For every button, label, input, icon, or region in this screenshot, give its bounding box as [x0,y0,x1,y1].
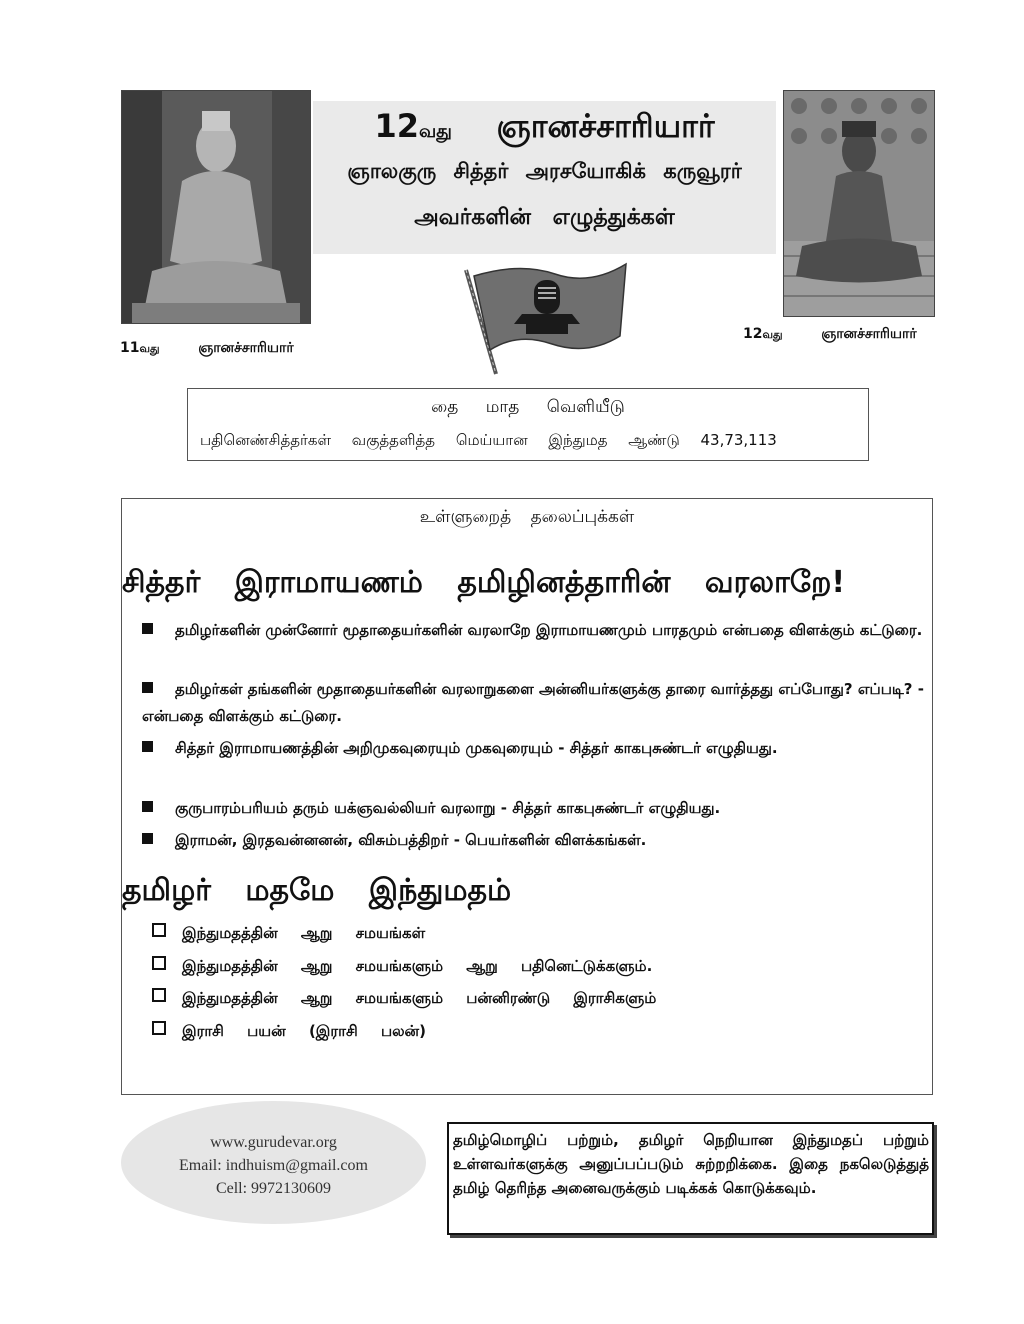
square-bullet-icon [142,801,153,812]
email-text[interactable]: Email: indhuism@gmail.com [179,1157,368,1174]
right-guru-photo [783,90,935,317]
square-bullet-icon [142,741,153,752]
caption-number: 12 [743,326,763,342]
list-item-text: இந்துமதத்தின் ஆறு சமயங்கள் [182,924,426,942]
list-item [142,617,930,644]
contents-box [121,498,933,1095]
lingam-flag-illustration [460,258,630,376]
release-month: தை மாத வெளியீடு [431,397,625,417]
square-bullet-icon [142,833,153,844]
list-item [142,795,930,822]
caption-word: ஞானச்சாரியார் [821,326,917,342]
list-item-text: தமிழர்கள் தங்களின் மூதாதையர்களின் வரலாறுகளை அன்னியர்களுக்கு தாரை வார்த்தது எப்போது? எப்படி? - என்பதை விளக்கும் கட்டுரை. [142,680,924,725]
list-item-text: சித்தர் இராமாயணத்தின் அறிமுகவுரையும் முகவுரையும் - சித்தர் காகபுசுண்டர் எழுதியது. [175,739,778,757]
checkbox-bullet-icon [152,923,166,937]
list-item-text: இராமன், இரதவன்னனன், விசும்பத்திறர் - பெயர்களின் விளக்கங்கள். [175,831,647,849]
circular-notice-box [447,1122,934,1235]
caption-suffix: வது [139,342,160,355]
title-number: 12 [374,107,419,145]
checkbox-bullet-icon [152,988,166,1002]
caption-suffix: வது [762,328,783,341]
list-item [142,676,930,730]
subtitle-writings: அவர்களின் எழுத்துக்கள் [414,205,675,230]
left-guru-photo [121,90,311,324]
section-title-hinduism: தமிழர் மதமே இந்துமதம் [122,873,512,908]
contents-heading: உள்ளுறைத் தலைப்புக்கள் [419,507,635,527]
list-item-text: இராசி பயன் (இராசி பலன்) [182,1022,426,1040]
list-item-text: குருபாரம்பரியம் தரும் யக்ஞவல்லியர் வரலாறு - சித்தர் காகபுசுண்டர் எழுதியது. [175,799,721,817]
circular-notice-text: தமிழ்மொழிப் பற்றும், தமிழர் நெறியான இந்துமதப் பற்றும் உள்ளவர்களுக்கு அனுப்பப்படும் சுற்றறிக்கை. இதை நகலெடுத்துத் தமிழ் தெரிந்த அனைவருக்கும் படிக்கக் கொடுக்கவும். [453,1131,929,1197]
title-word: ஞானச்சாரியார் [496,107,715,145]
list-item [152,1021,426,1042]
caption-number: 11 [120,340,140,356]
list-item [152,956,652,977]
checkbox-bullet-icon [152,1021,166,1035]
title-box [313,101,776,254]
subtitle: ஞாலகுரு சித்தர் அரசயோகிக் கருவூரர் [347,159,742,183]
list-item-text: தமிழர்களின் முன்னோர் மூதாதையர்களின் வரலாறே இராமாயணமும் பாரதமும் என்பதை விளக்கும் கட்டுரை. [175,621,923,639]
right-photo-caption [743,326,917,344]
phone-text: Cell: 9972130609 [215,1180,332,1197]
list-item [152,988,656,1009]
list-item-text: இந்துமதத்தின் ஆறு சமயங்களும் ஆறு பதினெட்டுக்களும். [182,957,653,975]
contact-oval [121,1101,426,1224]
square-bullet-icon [142,623,153,634]
release-info-box [187,388,869,461]
main-title [313,107,776,149]
list-item-text: இந்துமதத்தின் ஆறு சமயங்களும் பன்னிரண்டு இராசிகளும் [182,989,657,1007]
caption-word: ஞானச்சாரியார் [198,340,294,356]
left-photo-caption [120,340,294,358]
list-item [142,827,930,854]
website-link[interactable]: www.gurudevar.org [210,1134,337,1151]
title-suffix: வது [418,121,452,142]
square-bullet-icon [142,682,153,693]
checkbox-bullet-icon [152,956,166,970]
section-title-ramayanam: சித்தர் இராமாயணம் தமிழினத்தாரின் வரலாறே! [122,565,846,600]
list-item [142,735,930,762]
release-year-line: பதினெண்சித்தர்கள் வகுத்தளித்த மெய்யான இந்துமத ஆண்டு 43,73,113 [200,431,777,449]
list-item [152,923,425,944]
